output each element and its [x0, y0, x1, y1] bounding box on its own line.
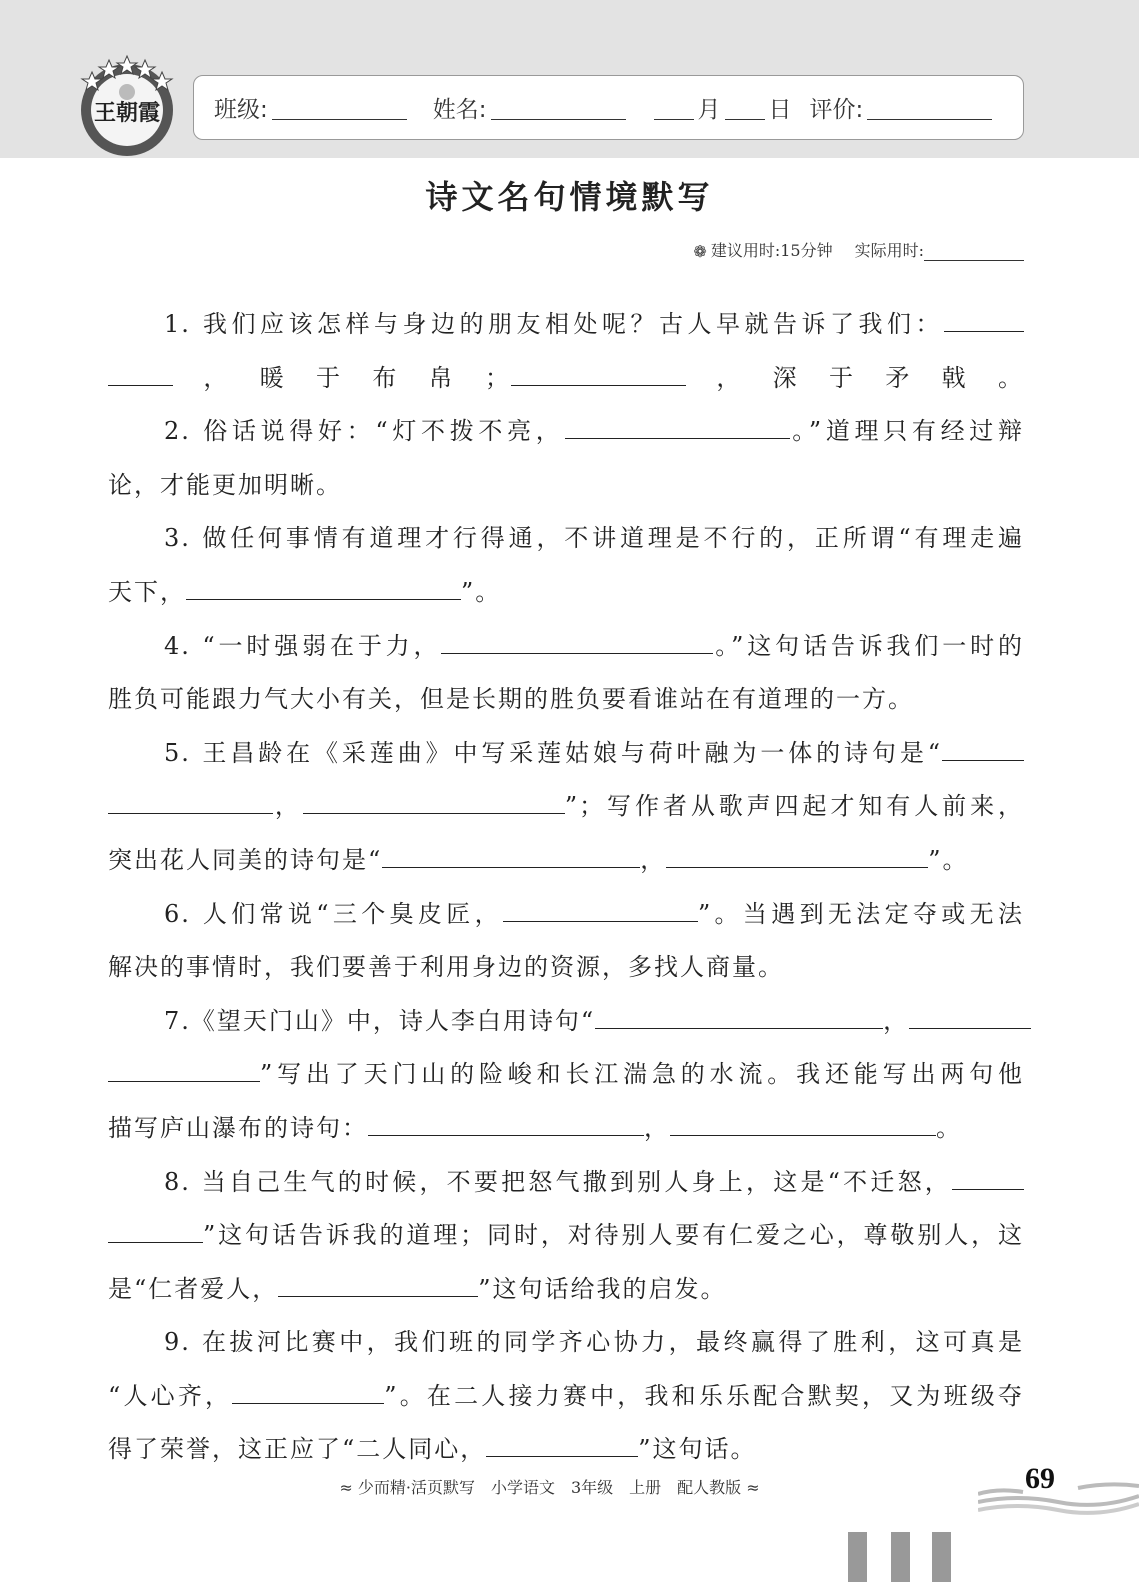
day-label: 日	[768, 97, 792, 123]
wave-decoration	[978, 1480, 1139, 1520]
name-field[interactable]	[491, 96, 626, 120]
text-line	[108, 1156, 1024, 1210]
month-label: 月	[697, 97, 721, 123]
answer-blank[interactable]	[108, 784, 273, 814]
evaluation-label: 评价:	[809, 97, 864, 123]
page-number: 69	[1025, 1462, 1055, 1495]
page-title: 诗文名句情境默写	[425, 178, 714, 216]
answer-blank[interactable]	[595, 999, 883, 1029]
text-segment: ，	[273, 792, 303, 821]
text-segment: 4. “一时强弱在于力，	[164, 631, 442, 660]
text-line	[108, 727, 1024, 781]
text-segment: ”这句话告诉我的道理；同时，对待别人要有仁爱之心，尊敬别人，这	[203, 1221, 1024, 1250]
answer-blank[interactable]	[303, 784, 565, 814]
text-segment: ，	[640, 845, 667, 874]
text-segment: ，	[644, 1113, 670, 1142]
text-line	[108, 941, 1024, 995]
clock-icon: ❁	[693, 242, 707, 261]
text-segment: 3. 做任何事情有道理才行得通，不讲道理是不行的，正所谓“有理走遍	[164, 524, 1024, 553]
text-segment: ”。在二人接力赛中，我和乐乐配合默契，又为班级夺	[384, 1381, 1024, 1410]
text-segment: 论，才能更加明晰。	[108, 470, 342, 499]
text-line	[108, 512, 1024, 566]
text-segment: 解决的事情时，我们要善于利用身边的资源，多找人商量。	[108, 953, 784, 982]
answer-blank[interactable]	[565, 409, 790, 439]
class-label: 班级:	[214, 97, 268, 123]
text-line	[108, 459, 1024, 513]
text-line	[108, 620, 1024, 674]
month-field[interactable]	[654, 96, 694, 120]
text-segment: 。”道理只有经过辩	[789, 417, 1024, 446]
text-line	[108, 298, 1024, 352]
answer-blank[interactable]	[232, 1374, 384, 1404]
answer-blank[interactable]	[944, 302, 1024, 332]
svg-text:王朝霞: 王朝霞	[93, 100, 161, 126]
text-segment: ”；写作者从歌声四起才知有人前来，	[564, 792, 1024, 821]
day-field[interactable]	[725, 96, 765, 120]
text-segment: 。”这句话告诉我们一时的	[713, 631, 1024, 660]
text-line	[108, 352, 1024, 406]
time-info	[693, 238, 1024, 261]
text-line	[108, 780, 1024, 834]
class-field[interactable]	[272, 96, 407, 120]
answer-blank[interactable]	[942, 731, 1024, 761]
text-segment: ”。	[461, 577, 502, 606]
text-line	[108, 1423, 1024, 1477]
text-segment: 描写庐山瀑布的诗句：	[108, 1113, 368, 1142]
text-line	[108, 888, 1024, 942]
question-content	[108, 298, 1024, 1477]
answer-blank[interactable]	[108, 356, 173, 386]
text-line	[108, 1048, 1024, 1102]
text-segment: ，深于矛戟。	[686, 363, 1024, 392]
answer-blank[interactable]	[670, 1106, 936, 1136]
text-segment: ，暖于布帛；	[173, 363, 511, 392]
edge-mark	[891, 1532, 910, 1582]
answer-blank[interactable]	[952, 1160, 1024, 1190]
text-segment: 天下，	[108, 577, 186, 606]
text-line	[108, 1370, 1024, 1424]
text-segment: ，	[883, 1006, 910, 1035]
answer-blank[interactable]	[441, 624, 713, 654]
answer-blank[interactable]	[486, 1427, 638, 1457]
text-line	[108, 566, 1024, 620]
text-segment: 1. 我们应该怎样与身边的朋友相处呢？古人早就告诉了我们：	[164, 310, 944, 338]
answer-blank[interactable]	[368, 1106, 644, 1136]
actual-time-field[interactable]	[924, 243, 1024, 261]
publisher-logo	[72, 52, 182, 158]
text-segment: ”这句话。	[638, 1435, 757, 1464]
answer-blank[interactable]	[382, 838, 640, 868]
text-segment: ”写出了天门山的险峻和长江湍急的水流。我还能写出两句他	[260, 1060, 1024, 1089]
text-segment: ”。	[928, 845, 969, 874]
text-segment: 5. 王昌龄在《采莲曲》中写采莲姑娘与荷叶融为一体的诗句是“	[164, 738, 942, 767]
text-segment: 突出花人同美的诗句是“	[108, 845, 383, 874]
edge-mark	[932, 1532, 951, 1582]
evaluation-field[interactable]	[867, 96, 992, 120]
answer-blank[interactable]	[278, 1267, 478, 1297]
text-line	[108, 1102, 1024, 1156]
text-segment: 2. 俗话说得好：“灯不拨不亮，	[164, 417, 565, 446]
text-segment: 8. 当自己生气的时候，不要把怒气撒到别人身上，这是“不迁怒，	[164, 1167, 952, 1196]
answer-blank[interactable]	[666, 838, 928, 868]
suggested-time: 建议用时:15分钟	[710, 241, 833, 260]
text-line	[108, 1263, 1024, 1317]
text-line	[108, 1316, 1024, 1370]
actual-time-label: 实际用时:	[854, 241, 924, 260]
text-segment: ”。当遇到无法定夺或无法	[697, 899, 1024, 928]
footer-text: ≈ 少而精·活页默写 小学语文 3年级 上册 配人教版 ≈	[339, 1478, 760, 1497]
name-label: 姓名:	[432, 97, 487, 123]
answer-blank[interactable]	[186, 570, 461, 600]
answer-blank[interactable]	[503, 892, 698, 922]
answer-blank[interactable]	[511, 356, 686, 386]
text-line	[108, 1209, 1024, 1263]
answer-blank[interactable]	[909, 999, 1031, 1029]
student-info-box	[193, 75, 1024, 140]
edge-mark	[848, 1532, 867, 1582]
text-line	[108, 834, 1024, 888]
text-segment: 6. 人们常说“三个臭皮匠，	[164, 899, 503, 928]
answer-blank[interactable]	[108, 1213, 203, 1243]
text-line	[108, 673, 1024, 727]
text-segment: ”这句话给我的启发。	[478, 1274, 727, 1303]
text-line	[108, 995, 1024, 1049]
text-segment: 7.《望天门山》中，诗人李白用诗句“	[164, 1006, 596, 1035]
text-segment: 是“仁者爱人，	[108, 1274, 279, 1303]
text-line	[108, 405, 1024, 459]
text-segment: 9. 在拔河比赛中，我们班的同学齐心协力，最终赢得了胜利，这可真是	[164, 1328, 1024, 1357]
text-segment: “人心齐，	[108, 1381, 233, 1410]
answer-blank[interactable]	[108, 1052, 260, 1082]
text-segment: 。	[936, 1113, 962, 1142]
text-segment: 胜负可能跟力气大小有关，但是长期的胜负要看谁站在有道理的一方。	[108, 685, 914, 714]
text-segment: 得了荣誉，这正应了“二人同心，	[108, 1435, 487, 1464]
